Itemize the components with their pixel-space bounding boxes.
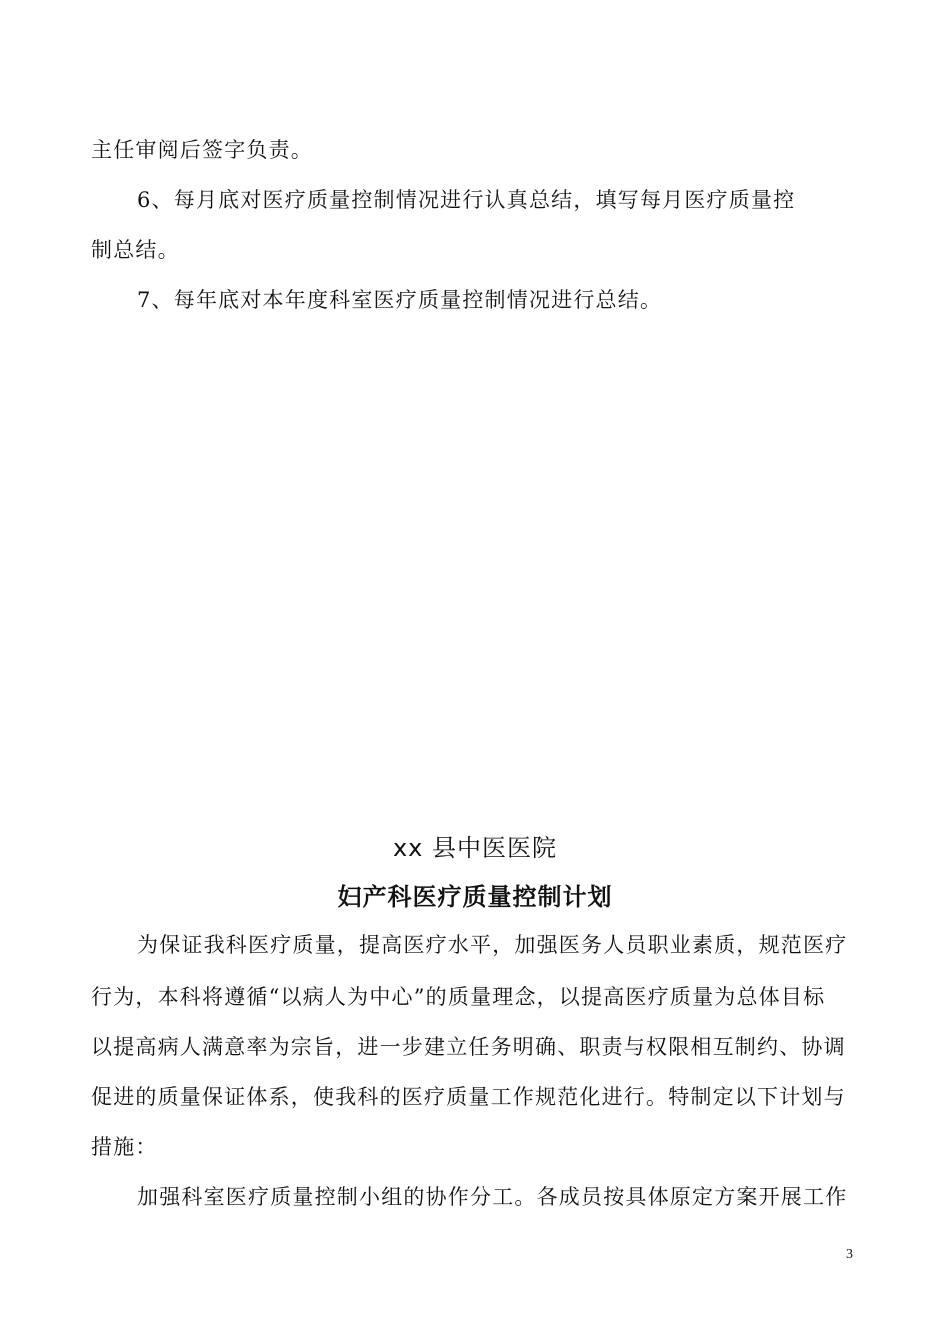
document-title: 妇产科医疗质量控制计划 (337, 883, 613, 911)
text-line: 6、每月底对医疗质量控制情况进行认真总结，填写每月医疗质量控 (137, 188, 796, 212)
text-line: 主任审阅后签字负责。 (91, 138, 313, 162)
page-number: 3 (846, 1247, 853, 1262)
text-line: 制总结。 (91, 238, 180, 262)
text-line: 措施： (91, 1135, 158, 1159)
text-line: 以提高病人满意率为宗旨，进一步建立任务明确、职责与权限相互制约、协调 (91, 1035, 846, 1059)
text-line: 7、每年底对本年度科室医疗质量控制情况进行总结。 (137, 288, 663, 312)
hospital-name: xx 县中医医院 (392, 834, 558, 862)
text-line: 为保证我科医疗质量，提高医疗水平，加强医务人员职业素质，规范医疗 (137, 933, 848, 957)
text-line: 行为，本科将遵循“以病人为中心”的质量理念，以提高医疗质量为总体目标 (91, 985, 826, 1009)
text-line: 加强科室医疗质量控制小组的协作分工。各成员按具体原定方案开展工作 (137, 1185, 848, 1209)
text-line: 促进的质量保证体系，使我科的医疗质量工作规范化进行。特制定以下计划与 (91, 1085, 846, 1109)
